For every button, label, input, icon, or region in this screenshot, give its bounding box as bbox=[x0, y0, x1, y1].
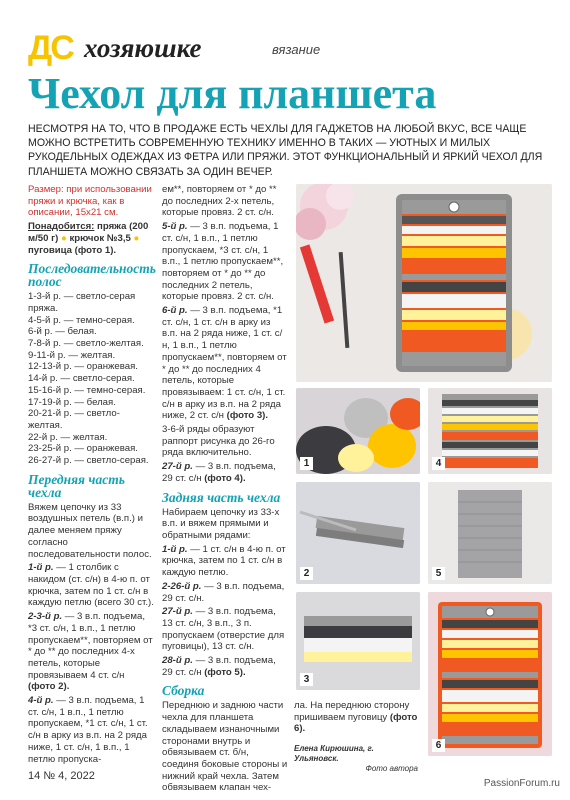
photo-3 bbox=[296, 592, 420, 690]
front-row-6: 6-й р. — 3 в.п. подъема, *1 ст. с/н, 1 ст. с/н в арку из в.п. на 2 ряда ниже, 1 ст. с/н, 1 в.п., 1 петлю пропускаем**, повторяем от * до ** до последних 4 петель, которые провязываем: 1 ст. с/н, 1 ст. с/н в арку из в.п. на 2 ряда ниже, 2 ст. с/н (фото 3). bbox=[162, 305, 287, 422]
photo-credit: Фото автора bbox=[365, 764, 418, 773]
stripe-item: 4-5-й р. — темно-серая. bbox=[28, 314, 135, 326]
assembly-heading: Сборка bbox=[162, 683, 205, 699]
column-3 bbox=[294, 700, 418, 737]
stripe-item: 17-19-й р. — белая. bbox=[28, 396, 116, 408]
bullet-icon: ● bbox=[60, 232, 67, 244]
column-1 bbox=[28, 184, 154, 767]
finished-cover-illustration bbox=[428, 592, 552, 756]
stripe-item: 26-27-й р. — светло-серая. bbox=[28, 455, 149, 467]
photo-number: 4 bbox=[432, 457, 445, 470]
stripe-item: 6-й р. — белая. bbox=[28, 326, 97, 338]
column-2 bbox=[162, 184, 288, 796]
needed-label: Понадобится: bbox=[28, 221, 95, 233]
back-row-27: 27-й р. — 3 в.п. подъема, 13 ст. с/н, 3 в.п., 3 п. пропускаем (отверстие для пуговицы), 13 ст. с/н. bbox=[162, 606, 285, 653]
stripe-item: 20-21-й р. — светло-желтая. bbox=[28, 408, 120, 431]
author-block bbox=[294, 744, 418, 774]
back-intro: Набираем цепочку из 33-х в.п. и вяжем прямыми и обратными рядами: bbox=[162, 506, 280, 541]
logo-text: хозяюшке bbox=[84, 33, 202, 63]
page-footer bbox=[28, 770, 95, 782]
size-text: Размер: при использовании пряжи и крючка, как в описании, 15x21 см. bbox=[28, 184, 152, 219]
front-row-2-3: 2-3-й р. — 3 в.п. подъема, *3 ст. с/н, 1 в.п., 1 петлю пропускаем**, повторяем от * до ** до последних 4-х петель, которые провязываем 4 ст. с/н (фото 2). bbox=[28, 611, 153, 693]
article-title: Чехол для планшета bbox=[28, 69, 437, 118]
back-heading: Задняя часть чехла bbox=[162, 489, 281, 505]
rapport-text: 3-6-й ряды образуют раппорт рисунка до 26-го ряда включительно. bbox=[162, 424, 275, 459]
stripe-item: 14-й р. — светло-серая. bbox=[28, 373, 135, 385]
needed-button: пуговица (фото 1). bbox=[28, 244, 117, 256]
bullet-icon: ● bbox=[133, 232, 140, 244]
back-row-2-26: 2-26-й р. — 3 в.п. подъема, 29 ст. с/н. bbox=[162, 580, 285, 604]
photo-5 bbox=[428, 482, 552, 584]
section-tag: вязание bbox=[272, 42, 321, 57]
row-4-cont: ем**, повторяем от * до ** до последних 2-х петель, которые провяз. 2 ст. с/н. bbox=[162, 184, 277, 219]
photo-number: 6 bbox=[432, 739, 445, 752]
author-name: Елена Кирюшина, г. Ульяновск. bbox=[294, 744, 374, 763]
yarn-illustration bbox=[296, 388, 420, 474]
stripe-item: 12-13-й р. — оранжевая. bbox=[28, 361, 138, 373]
photo-2 bbox=[296, 482, 420, 584]
chain-illustration bbox=[296, 482, 420, 584]
needed-hook: крючок №3,5 bbox=[69, 232, 131, 244]
stripe-item: 22-й р. — желтая. bbox=[28, 431, 108, 443]
front-row-1: 1-й р. — 1 столбик с накидом (ст. с/н) в 4-ю п. от крючка, затем по 1 ст. с/н в каждую петлю (всего 30 ст.). bbox=[28, 562, 154, 609]
front-part-illustration bbox=[428, 388, 552, 474]
assembly-end: ла. На переднюю сторону пришиваем пуговицу (фото 6). bbox=[294, 700, 418, 735]
photo-number: 2 bbox=[300, 567, 313, 580]
back-part-illustration bbox=[428, 482, 552, 584]
stripes-list bbox=[28, 291, 154, 467]
photo-4 bbox=[428, 388, 552, 474]
stripe-item: 9-11-й р. — желтая. bbox=[28, 349, 116, 361]
front-row-27: 27-й р. — 3 в.п. подъема, 29 ст. с/н (фото 4). bbox=[162, 461, 276, 484]
issue-number: № 4, 2022 bbox=[43, 770, 95, 782]
main-photo-illustration bbox=[296, 184, 552, 382]
stripe-item: 1-3-й р. — светло-серая пряжа. bbox=[28, 291, 136, 314]
front-heading: Передняя часть чехла bbox=[28, 471, 125, 500]
stripe-item: 23-25-й р. — оранжевая. bbox=[28, 443, 138, 455]
stripe-item: 7-8-й р. — светло-желтая. bbox=[28, 338, 144, 350]
article-lead: НЕСМОТРЯ НА ТО, ЧТО В ПРОДАЖЕ ЕСТЬ ЧЕХЛЫ ДЛЯ ГАДЖЕТОВ НА ЛЮБОЙ ВКУС, ВСЕ ЧАЩЕ МОЖНО ВСТРЕТИТЬ СОВРЕМЕННУЮ ТЕХНИКУ ИМЕННО В ТАКИХ — УЮТНЫХ И МИЛЫХ РУКОДЕЛЬНЫХ ОДЕЖДАХ ИЗ ФЕТРА ИЛИ ПРЯЖИ. ЭТОТ ФУНКЦИОНАЛЬНЫЙ И ЯРКИЙ ЧЕХОЛ ДЛЯ ПЛАНШЕТА МОЖНО СВЯЗАТЬ ЗА ОДИН ВЕЧЕР. bbox=[28, 123, 543, 178]
main-photo bbox=[296, 184, 552, 382]
front-row-5: 5-й р. — 3 в.п. подъема, 1 ст. с/н, 1 в.п., 1 петлю пропускаем, *3 ст. с/н, 1 в.п., 1 петлю пропускаем**, повторяем от * до ** до последних 2 петель, которые провяз. 2 ст. с/н. bbox=[162, 221, 284, 303]
logo-abbr: ДС bbox=[28, 29, 73, 67]
stripes-heading: Последовательность полос bbox=[28, 261, 156, 290]
needed-yarn: пряжа (200 м/50 г) bbox=[28, 221, 149, 244]
site-watermark: PassionForum.ru bbox=[483, 778, 560, 789]
assembly-text: Переднюю и заднюю части чехла для планшета складываем изнаночными сторонами внутрь и обвязываем ст. б/н, соединя боковые стороны и нижний край чехла. Затем обвязываем клапан чех- bbox=[162, 700, 288, 794]
page-number: 14 bbox=[28, 770, 41, 782]
back-row-28: 28-й р. — 3 в.п. подъема, 29 ст. с/н (фото 5). bbox=[162, 655, 276, 678]
photo-1 bbox=[296, 388, 420, 474]
photo-6 bbox=[428, 592, 552, 756]
materials bbox=[28, 221, 154, 256]
front-intro: Вяжем цепочку из 33 воздушных петель (в.п.) и далее меняем пряжу согласно последовательности полос. bbox=[28, 501, 152, 560]
front-row-4: 4-й р. — 3 в.п. подъема, 1 ст. с/н, 1 в.п., 1 петлю пропускаем, *1 ст. с/н, 1 ст. с/н в арку из в.п. на 2 ряда ниже, 1 ст. с/н, 1 в.п., 1 петлю пропуска- bbox=[28, 695, 148, 765]
back-row-1: 1-й р. — 1 ст. с/н в 4-ю п. от крючка, затем по 1 ст. с/н в каждую петлю. bbox=[162, 543, 286, 579]
photo-number: 3 bbox=[300, 673, 313, 686]
stripe-item: 15-16-й р. — темно-серая. bbox=[28, 384, 146, 396]
photo-number: 1 bbox=[300, 457, 313, 470]
magazine-header bbox=[28, 28, 548, 68]
photo-number: 5 bbox=[432, 567, 445, 580]
pattern-illustration bbox=[296, 592, 420, 690]
